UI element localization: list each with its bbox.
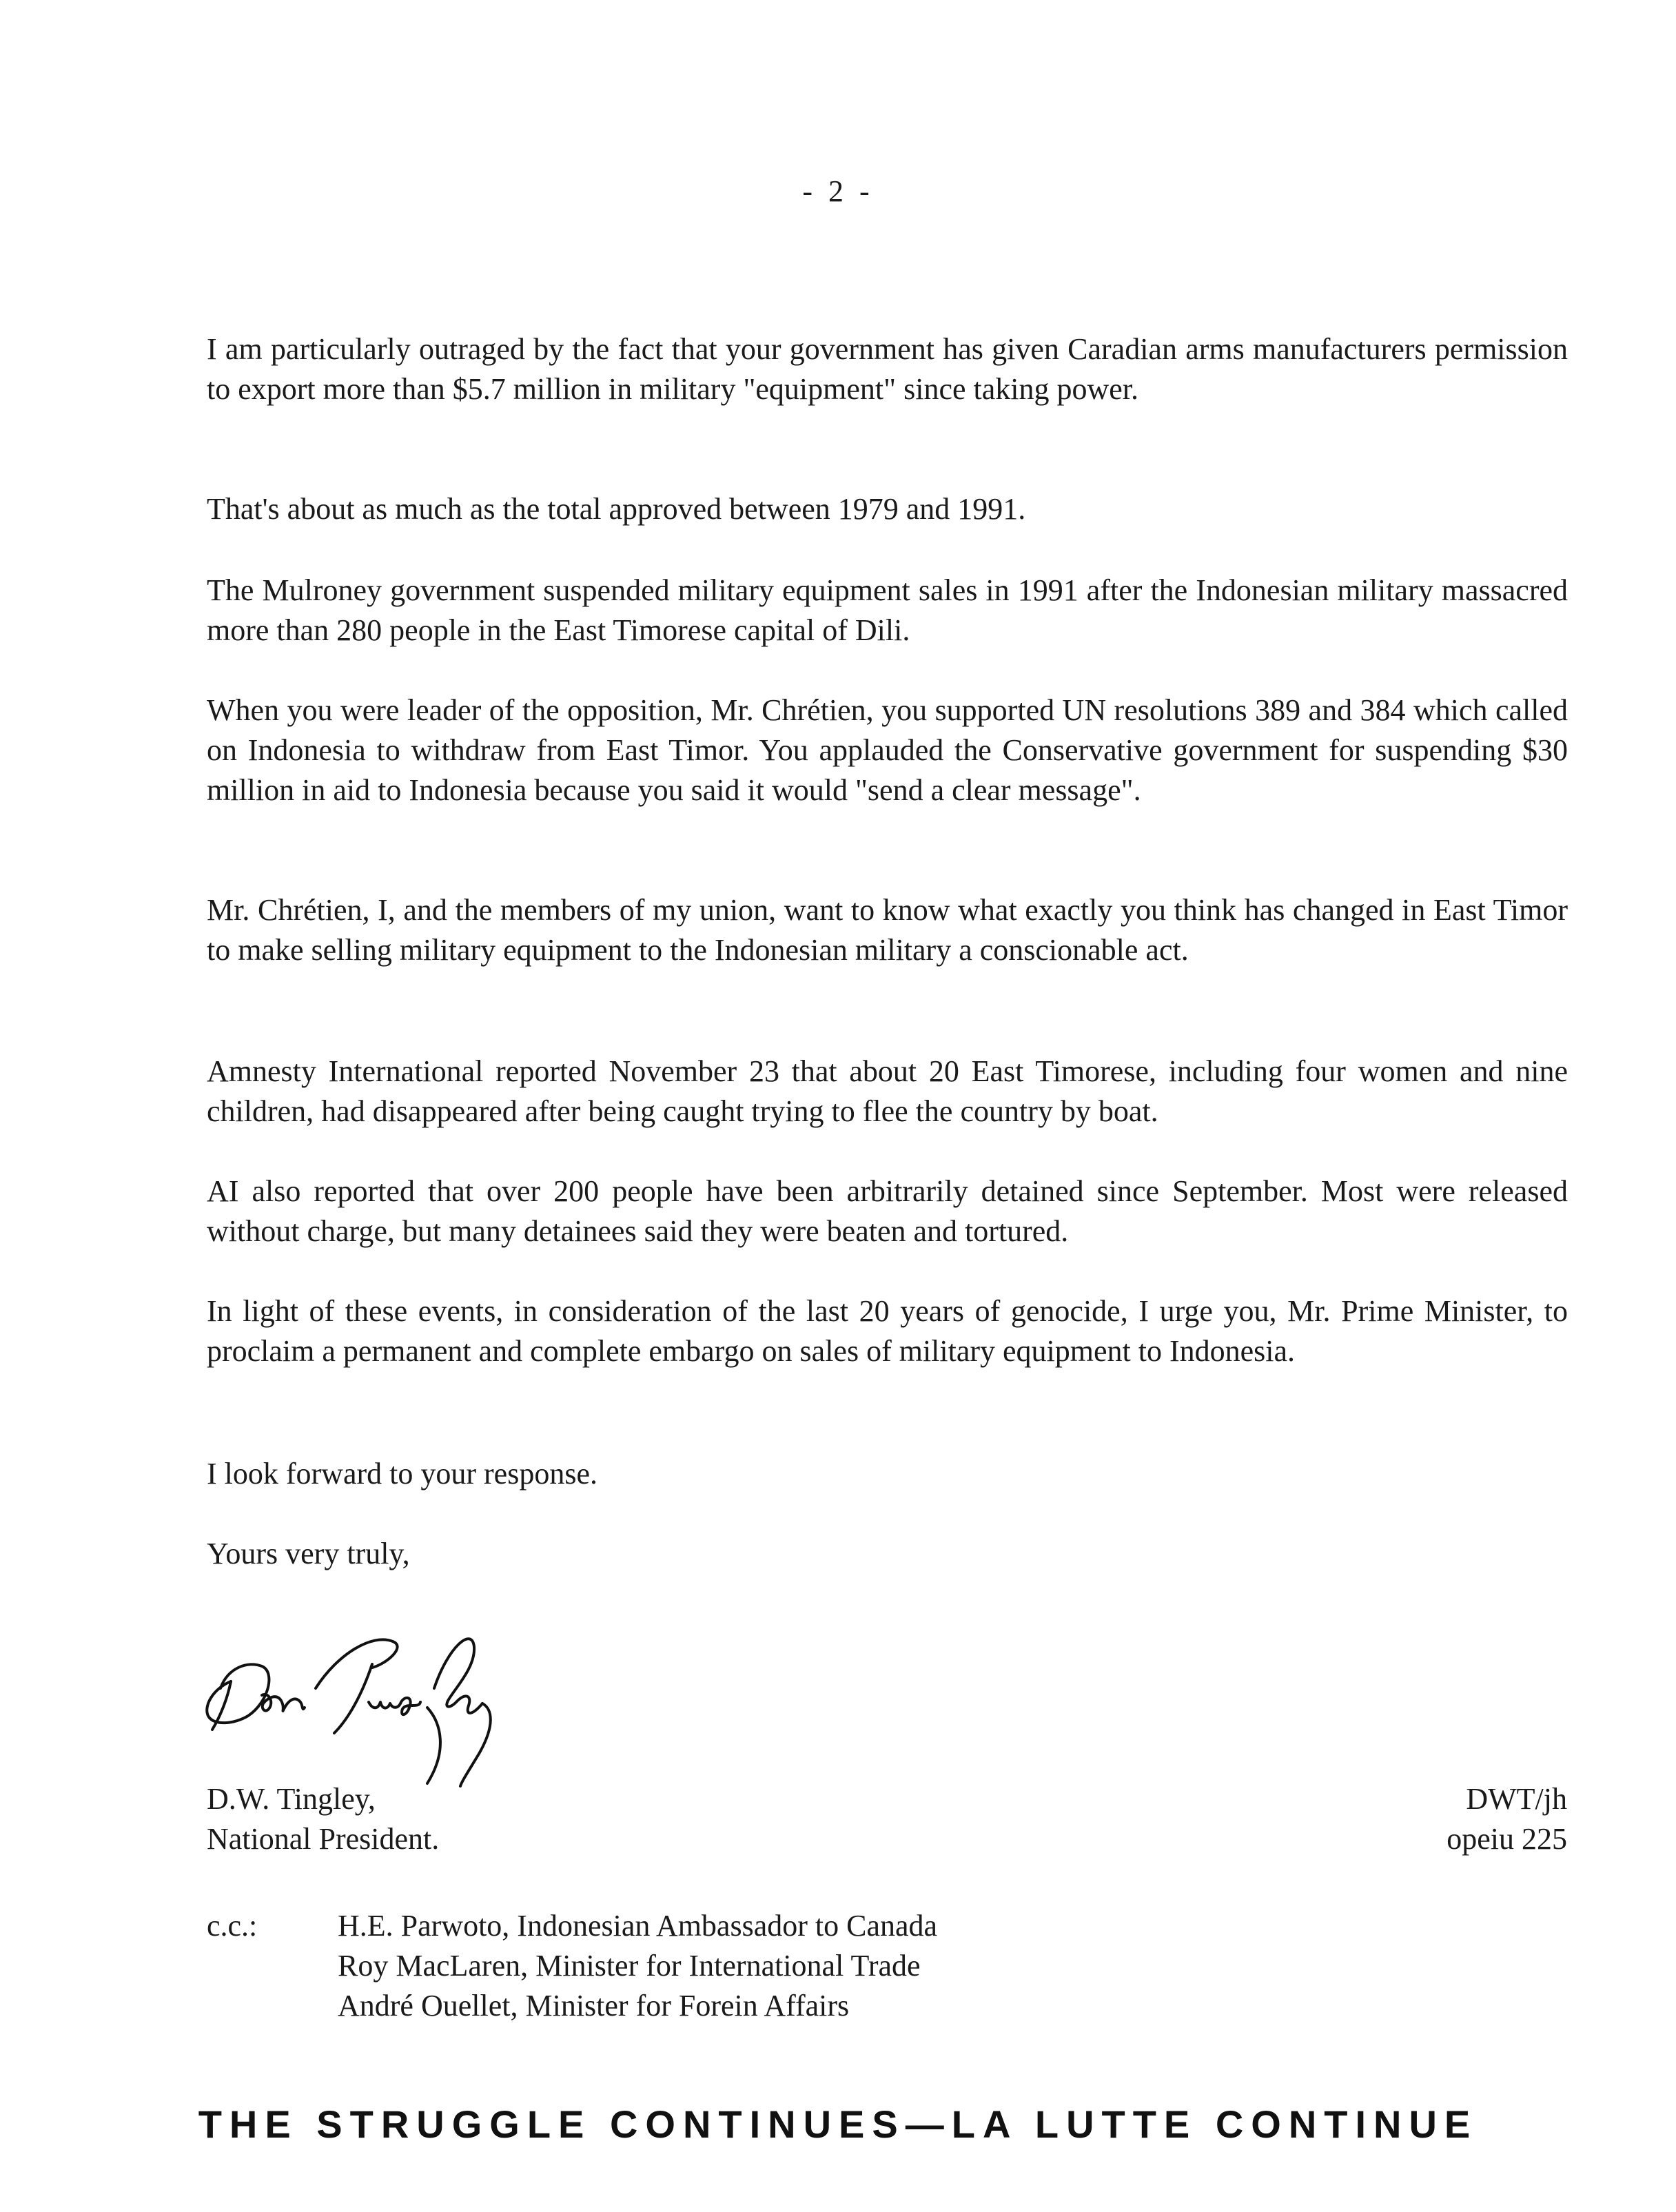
reference-initials: DWT/jh <box>1466 1782 1567 1816</box>
paragraph-amnesty-report: Amnesty International reported November 23 that about 20 East Timorese, including four women and nine children, had disappeared after being caught trying to flee the country by boat. <box>207 1054 1568 1128</box>
paragraph-union-question: Mr. Chrétien, I, and the members of my union, want to know what exactly you think has changed in East Timor to make selling military equipment to the Indonesian military a conscionable act. <box>207 893 1568 967</box>
paragraph-total-approved: That's about as much as the total approved between 1979 and 1991. <box>207 492 1026 526</box>
cc-recipient: André Ouellet, Minister for Forein Affairs <box>338 1989 850 2022</box>
signatory-block <box>207 1779 439 1859</box>
paragraph-closing: I look forward to your response. <box>207 1457 597 1491</box>
cc-label: c.c.: <box>207 1909 258 1943</box>
valediction: Yours very truly, <box>207 1537 410 1570</box>
signatory-name: D.W. Tingley, <box>207 1782 376 1816</box>
page-number: - 2 - <box>802 174 874 208</box>
union-motto-footer: THE STRUGGLE CONTINUES—LA LUTTE CONTINUE <box>198 2102 1478 2146</box>
reference-block <box>1447 1779 1567 1859</box>
paragraph-mulroney-suspension: The Mulroney government suspended military equipment sales in 1991 after the Indonesian military massacred more than 280 people in the East Timorese capital of Dili. <box>207 573 1568 647</box>
paragraph-detentions: AI also reported that over 200 people have been arbitrarily detained since September. Most were released without charge, but many detainees said they were beaten and tortured. <box>207 1174 1568 1248</box>
handwritten-signature <box>200 1606 586 1799</box>
paragraph-opposition-support: When you were leader of the opposition, Mr. Chrétien, you supported UN resolutions 389 and 384 which called on Indonesia to withdraw from East Timor. You applauded the Conservative government for suspending $30 million in aid to Indonesia because you said it would "send a clear message". <box>207 693 1568 807</box>
paragraph-arms-exports: I am particularly outraged by the fact that your government has given Caradian arms manufacturers permission to export more than $5.7 million in military "equipment" since taking power. <box>207 332 1568 406</box>
signatory-title: National President. <box>207 1822 440 1856</box>
paragraph-embargo-request: In light of these events, in consideration of the last 20 years of genocide, I urge you, Mr. Prime Minister, to proclaim a permanent and complete embargo on sales of military equipment to Indonesia. <box>207 1294 1568 1368</box>
union-code: opeiu 225 <box>1447 1822 1567 1856</box>
cc-recipient: H.E. Parwoto, Indonesian Ambassador to Canada <box>338 1909 938 1943</box>
cc-recipient-list <box>338 1906 937 2026</box>
cc-recipient: Roy MacLaren, Minister for International Trade <box>338 1949 921 1983</box>
